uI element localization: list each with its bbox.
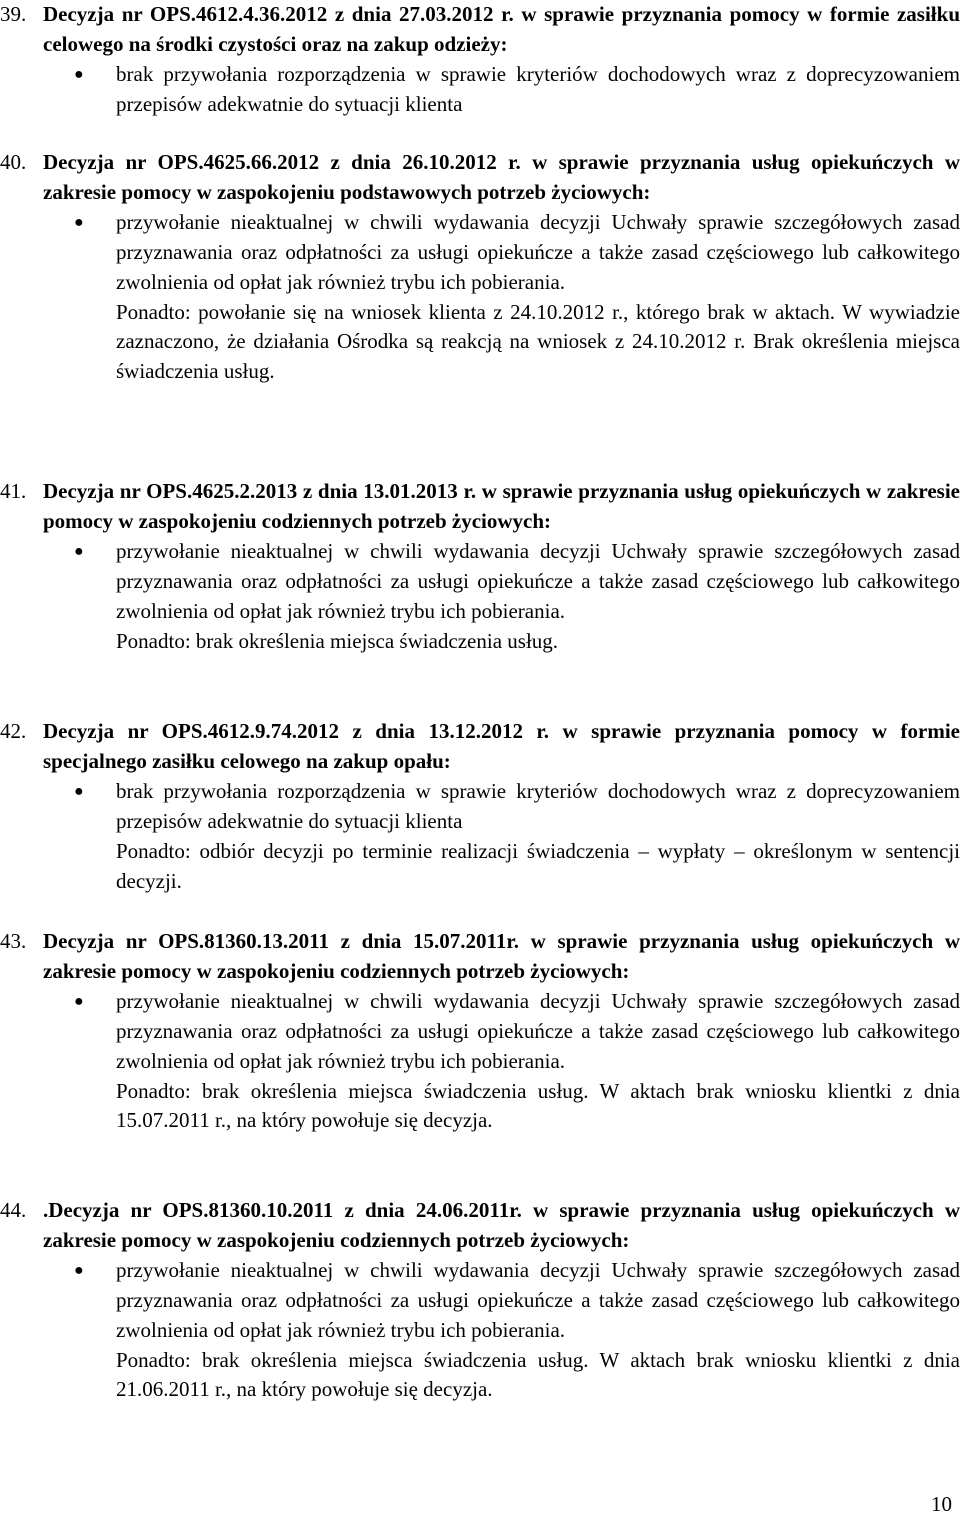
bullet-text: przywołanie nieaktualnej w chwili wydawania decyzji Uchwały sprawie szczegółowych zasad przyznawania oraz odpłatności za usługi opiekuńcze a także zasad częściowego lub całkowitego zwolnienia od opłat jak również trybu ich pobierania. [116, 209, 960, 294]
entry-number: 40. [0, 150, 27, 174]
entry-41 [0, 477, 960, 656]
entry-heading [0, 1196, 960, 1256]
entry-43 [0, 927, 960, 1136]
entry-heading [0, 927, 960, 987]
entry-bullet [0, 987, 960, 1077]
bullet-text: brak przywołania rozporządzenia w sprawie kryteriów dochodowych wraz z doprecyzowaniem przepisów adekwatnie do sytuacji klienta [116, 778, 960, 833]
entry-heading [0, 477, 960, 537]
entry-note: Ponadto: brak określenia miejsca świadczenia usług. W aktach brak wniosku klientki z dnia 21.06.2011 r., na który powołuje się decyzja. [116, 1347, 960, 1402]
page-number: 10 [931, 1492, 952, 1516]
bullet-text: przywołanie nieaktualnej w chwili wydawania decyzji Uchwały sprawie szczegółowych zasad przyznawania oraz odpłatności za usługi opiekuńcze a także zasad częściowego lub całkowitego zwolnienia od opłat jak również trybu ich pobierania. [116, 1257, 960, 1342]
entry-title: .Decyzja nr OPS.81360.10.2011 z dnia 24.06.2011r. w sprawie przyznania usług opiekuńczych w zakresie pomocy w zaspokojeniu codziennych potrzeb życiowych: [43, 1198, 960, 1252]
bullet-icon: ● [74, 1261, 84, 1279]
entry-number: 43. [0, 929, 27, 953]
entry-bullet [0, 777, 960, 837]
entry-note: Ponadto: odbiór decyzji po terminie realizacji świadczenia – wypłaty – określonym w sentencji decyzji. [116, 838, 960, 893]
entry-bullet [0, 208, 960, 298]
entry-heading [0, 0, 960, 60]
entry-note: Ponadto: brak określenia miejsca świadczenia usług. W aktach brak wniosku klientki z dnia 15.07.2011 r., na który powołuje się decyzja. [116, 1078, 960, 1133]
bullet-text: przywołanie nieaktualnej w chwili wydawania decyzji Uchwały sprawie szczegółowych zasad przyznawania oraz odpłatności za usługi opiekuńcze a także zasad częściowego lub całkowitego zwolnienia od opłat jak również trybu ich pobierania. [116, 538, 960, 623]
entry-bullet [0, 60, 960, 120]
entry-39 [0, 0, 960, 120]
bullet-icon: ● [74, 782, 84, 800]
bullet-text: przywołanie nieaktualnej w chwili wydawania decyzji Uchwały sprawie szczegółowych zasad przyznawania oraz odpłatności za usługi opiekuńcze a także zasad częściowego lub całkowitego zwolnienia od opłat jak również trybu ich pobierania. [116, 988, 960, 1073]
bullet-icon: ● [74, 542, 84, 560]
entry-title: Decyzja nr OPS.81360.13.2011 z dnia 15.07.2011r. w sprawie przyznania usług opiekuńczych w zakresie pomocy w zaspokojeniu codziennych potrzeb życiowych: [43, 929, 960, 983]
entry-number: 39. [0, 2, 27, 26]
entry-title: Decyzja nr OPS.4612.9.74.2012 z dnia 13.12.2012 r. w sprawie przyznania pomocy w formie specjalnego zasiłku celowego na zakup opału: [43, 719, 960, 773]
entry-note: Ponadto: powołanie się na wniosek klienta z 24.10.2012 r., którego brak w aktach. W wywiadzie zaznaczono, że działania Ośrodka są reakcją na wniosek z 24.10.2012 r. Brak określenia miejsca świadczenia usług. [116, 299, 960, 384]
entry-bullet [0, 537, 960, 627]
entry-heading [0, 717, 960, 777]
bullet-icon: ● [74, 65, 84, 83]
bullet-text: brak przywołania rozporządzenia w sprawie kryteriów dochodowych wraz z doprecyzowaniem przepisów adekwatnie do sytuacji klienta [116, 61, 960, 116]
bullet-icon: ● [74, 213, 84, 231]
entry-note: Ponadto: brak określenia miejsca świadczenia usług. [116, 628, 559, 653]
entry-40 [0, 148, 960, 387]
entry-bullet [0, 1256, 960, 1346]
entry-title: Decyzja nr OPS.4625.66.2012 z dnia 26.10.2012 r. w sprawie przyznania usług opiekuńczych w zakresie pomocy w zaspokojeniu podstawowych potrzeb życiowych: [43, 150, 960, 204]
entry-title: Decyzja nr OPS.4612.4.36.2012 z dnia 27.03.2012 r. w sprawie przyznania pomocy w formie zasiłku celowego na środki czystości oraz na zakup odzieży: [43, 2, 960, 56]
bullet-icon: ● [74, 992, 84, 1010]
entry-number: 44. [0, 1198, 27, 1222]
entry-44 [0, 1196, 960, 1405]
entry-number: 42. [0, 719, 27, 743]
entry-heading [0, 148, 960, 208]
entry-number: 41. [0, 479, 27, 503]
entry-42 [0, 717, 960, 896]
entry-title: Decyzja nr OPS.4625.2.2013 z dnia 13.01.2013 r. w sprawie przyznania usług opiekuńczych w zakresie pomocy w zaspokojeniu codziennych potrzeb życiowych: [43, 479, 960, 533]
